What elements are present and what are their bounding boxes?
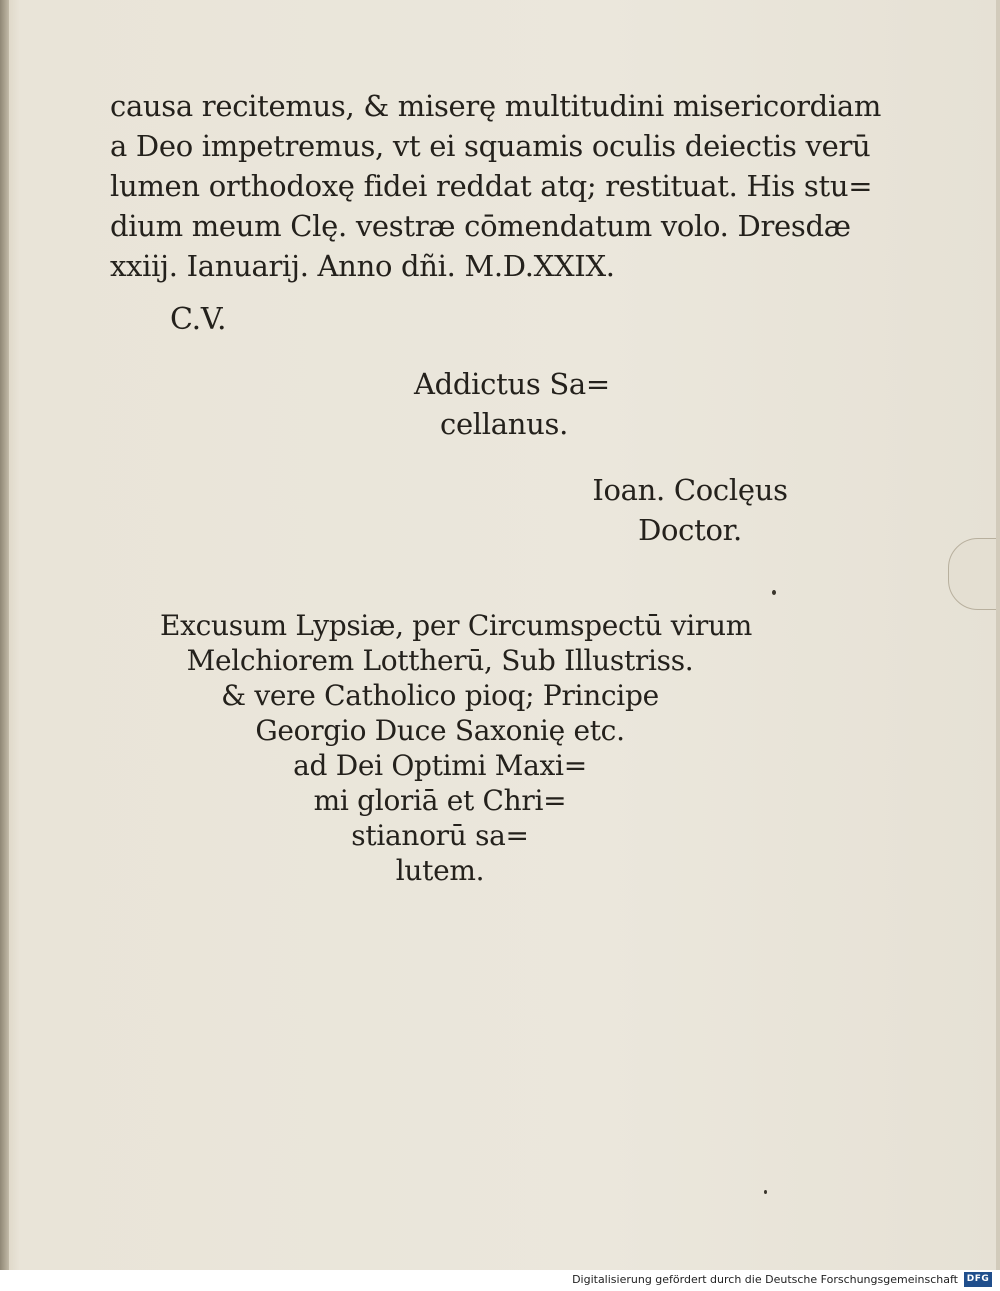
chaplain-signature [414, 364, 610, 444]
author-signature [590, 470, 790, 550]
chaplain-line: cellanus. [440, 407, 568, 441]
dfg-logo: DFG [964, 1272, 992, 1287]
author-line: Doctor. [638, 513, 742, 547]
footer-bar [0, 1270, 1000, 1291]
chaplain-line: Addictus Sa= [414, 367, 610, 401]
body-line: dium meum Clę. vestræ cōmendatum volo. Dresdæ [110, 209, 851, 243]
colophon-line: lutem. [395, 854, 485, 887]
author-line: Ioan. Coclęus [592, 473, 788, 507]
colophon-line: stianorū sa= [351, 819, 529, 852]
body-line: causa recitemus, & miserę multitudini misericordiam [110, 89, 882, 123]
funding-credit: Digitalisierung gefördert durch die Deutsche Forschungsgemeinschaft [572, 1273, 958, 1286]
ink-speck [772, 590, 776, 595]
colophon-line: mi gloriā et Chri= [313, 784, 567, 817]
body-line: lumen orthodoxę fidei reddat atq; restituat. His stu= [110, 169, 873, 203]
body-line: a Deo impetremus, vt ei squamis oculis deiectis verū [110, 129, 871, 163]
colophon-line: Georgio Duce Saxonię etc. [255, 714, 625, 747]
body-line: xxiij. Ianuarij. Anno dñi. M.D.XXIX. [110, 249, 615, 283]
colophon-line: & vere Catholico pioq; Principe [221, 679, 659, 712]
colophon [160, 608, 752, 888]
colophon-line: ad Dei Optimi Maxi= [293, 749, 587, 782]
colophon-line: Melchiorem Lottherū, Sub Illustriss. [186, 644, 694, 677]
ink-speck [764, 1190, 767, 1194]
salutation: C.V. [170, 302, 227, 337]
page-fold-tab [948, 538, 1000, 610]
colophon-line: Excusum Lypsiæ, per Circumspectū virum [160, 609, 752, 642]
body-text [110, 86, 882, 286]
